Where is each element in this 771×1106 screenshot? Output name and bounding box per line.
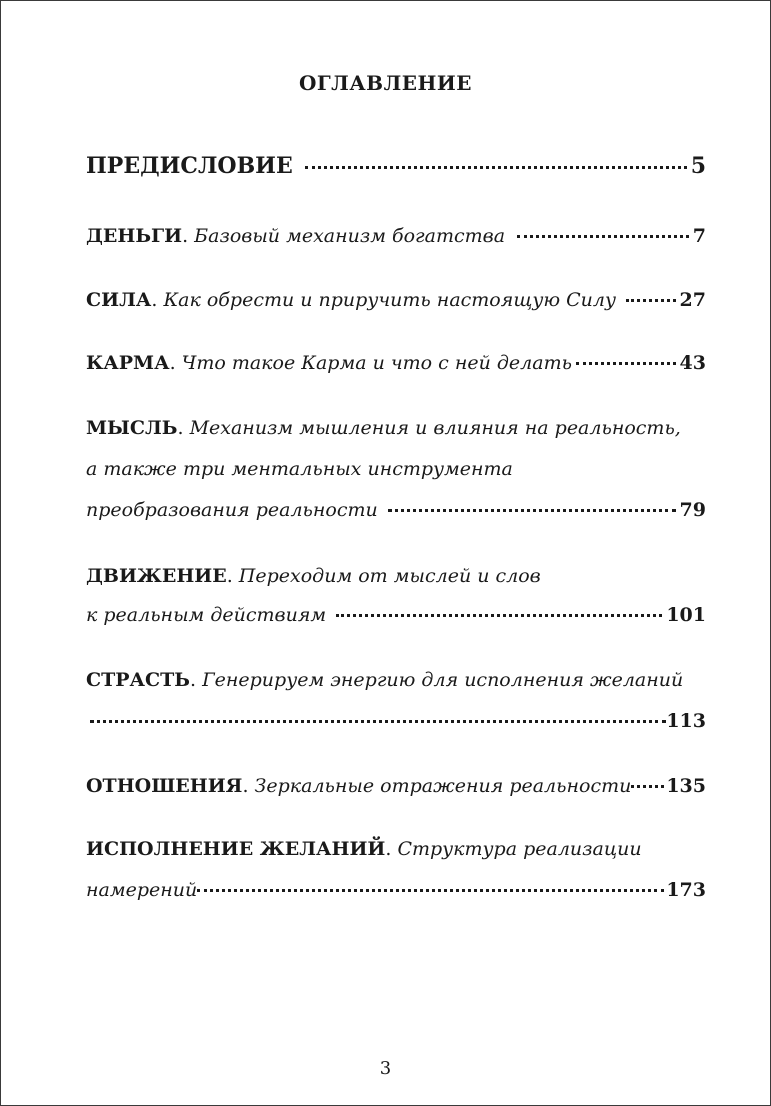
toc-entry-movement-cont[interactable]	[86, 602, 706, 628]
toc-entry-heading: ДВИЖЕНИЕ	[86, 565, 227, 587]
toc-entry-page: 27	[679, 289, 706, 311]
dot-leader	[305, 166, 687, 169]
dot-leader	[626, 299, 676, 302]
toc-entry-page: 7	[692, 225, 706, 247]
dot-leader	[197, 889, 664, 892]
toc-entry-subtitle: Зеркальные отражения реальности	[254, 775, 632, 797]
toc-entry-foreword[interactable]	[86, 153, 706, 179]
dot-leader	[90, 720, 666, 723]
toc-entry-page: 173	[666, 879, 706, 901]
toc-entry-karma[interactable]: КАРМА . Что такое Карма и что с ней делать 43	[86, 352, 706, 374]
toc-entry-page: 113	[666, 710, 706, 732]
toc-entry-page: 5	[690, 153, 706, 179]
toc-entry-relations[interactable]: ОТНОШЕНИЯ . Зеркальные отражения реальности 135	[86, 775, 706, 797]
toc-entry-money[interactable]: ДЕНЬГИ . Базовый механизм богатства 7	[86, 225, 706, 247]
toc-entry-subtitle: Как обрести и приручить настоящую Силу	[163, 289, 617, 311]
toc-entry-heading: ДЕНЬГИ	[86, 225, 183, 247]
toc-entry-heading: МЫСЛЬ	[86, 417, 178, 439]
toc-entry-wish-fulfillment-cont[interactable]	[86, 877, 706, 903]
toc-entry-movement[interactable]: ДВИЖЕНИЕ . Переходим от мыслей и слов	[86, 565, 541, 587]
toc-entry-power[interactable]: СИЛА . Как обрести и приручить настоящую Силу 27	[86, 289, 706, 311]
toc-entry-page: 79	[679, 499, 706, 521]
dot-leader	[388, 509, 676, 512]
toc-entry-heading: ОТНОШЕНИЯ	[86, 775, 243, 797]
toc-entry-heading: СИЛА	[86, 289, 152, 311]
toc-entry-wish-fulfillment[interactable]: ИСПОЛНЕНИЕ ЖЕЛАНИЙ . Структура реализации	[86, 838, 642, 860]
toc-entry-subtitle-line: Механизм мышления и влияния на реальность,	[189, 417, 681, 439]
toc-entry-passion[interactable]: СТРАСТЬ . Генерируем энергию для исполнения желаний	[86, 669, 684, 691]
toc-entry-subtitle-line: намерений	[86, 879, 198, 901]
toc-title: ОГЛАВЛЕНИЕ	[298, 71, 473, 95]
toc-entry-heading: СТРАСТЬ	[86, 669, 190, 691]
toc-entry-subtitle: Генерируем энергию для исполнения желаний	[202, 669, 684, 691]
toc-entry-thought-cont[interactable]	[86, 497, 706, 523]
toc-entry-thought[interactable]: МЫСЛЬ . Механизм мышления и влияния на реальность,	[86, 417, 681, 439]
toc-entry-subtitle: Базовый механизм богатства	[194, 225, 506, 247]
toc-entry-subtitle-line: к реальным действиям	[86, 604, 327, 626]
toc-entry-heading: ПРЕДИСЛОВИЕ	[86, 153, 293, 179]
toc-entry-page: 43	[679, 352, 706, 374]
toc-entry-thought-cont[interactable]	[86, 456, 706, 482]
toc-entry-passion-cont[interactable]	[86, 708, 706, 734]
toc-entry-subtitle: Что такое Карма и что с ней делать	[181, 352, 572, 374]
toc-entry-page: 135	[666, 775, 706, 797]
page-number: 3	[379, 1058, 392, 1079]
dot-leader	[576, 362, 676, 365]
toc-entry-heading: ИСПОЛНЕНИЕ ЖЕЛАНИЙ	[86, 838, 386, 860]
toc-entry-heading: КАРМА	[86, 352, 170, 374]
toc-entry-subtitle-line: Переходим от мыслей и слов	[238, 565, 541, 587]
toc-entry-subtitle-line: преобразования реальности	[86, 499, 378, 521]
dot-leader	[631, 785, 664, 788]
dot-leader	[517, 235, 689, 238]
dot-leader	[336, 614, 662, 617]
toc-entry-subtitle-line: Структура реализации	[397, 838, 642, 860]
toc-entry-page: 101	[666, 604, 706, 626]
toc-entry-subtitle-line: а также три ментальных инструмента	[86, 458, 513, 480]
